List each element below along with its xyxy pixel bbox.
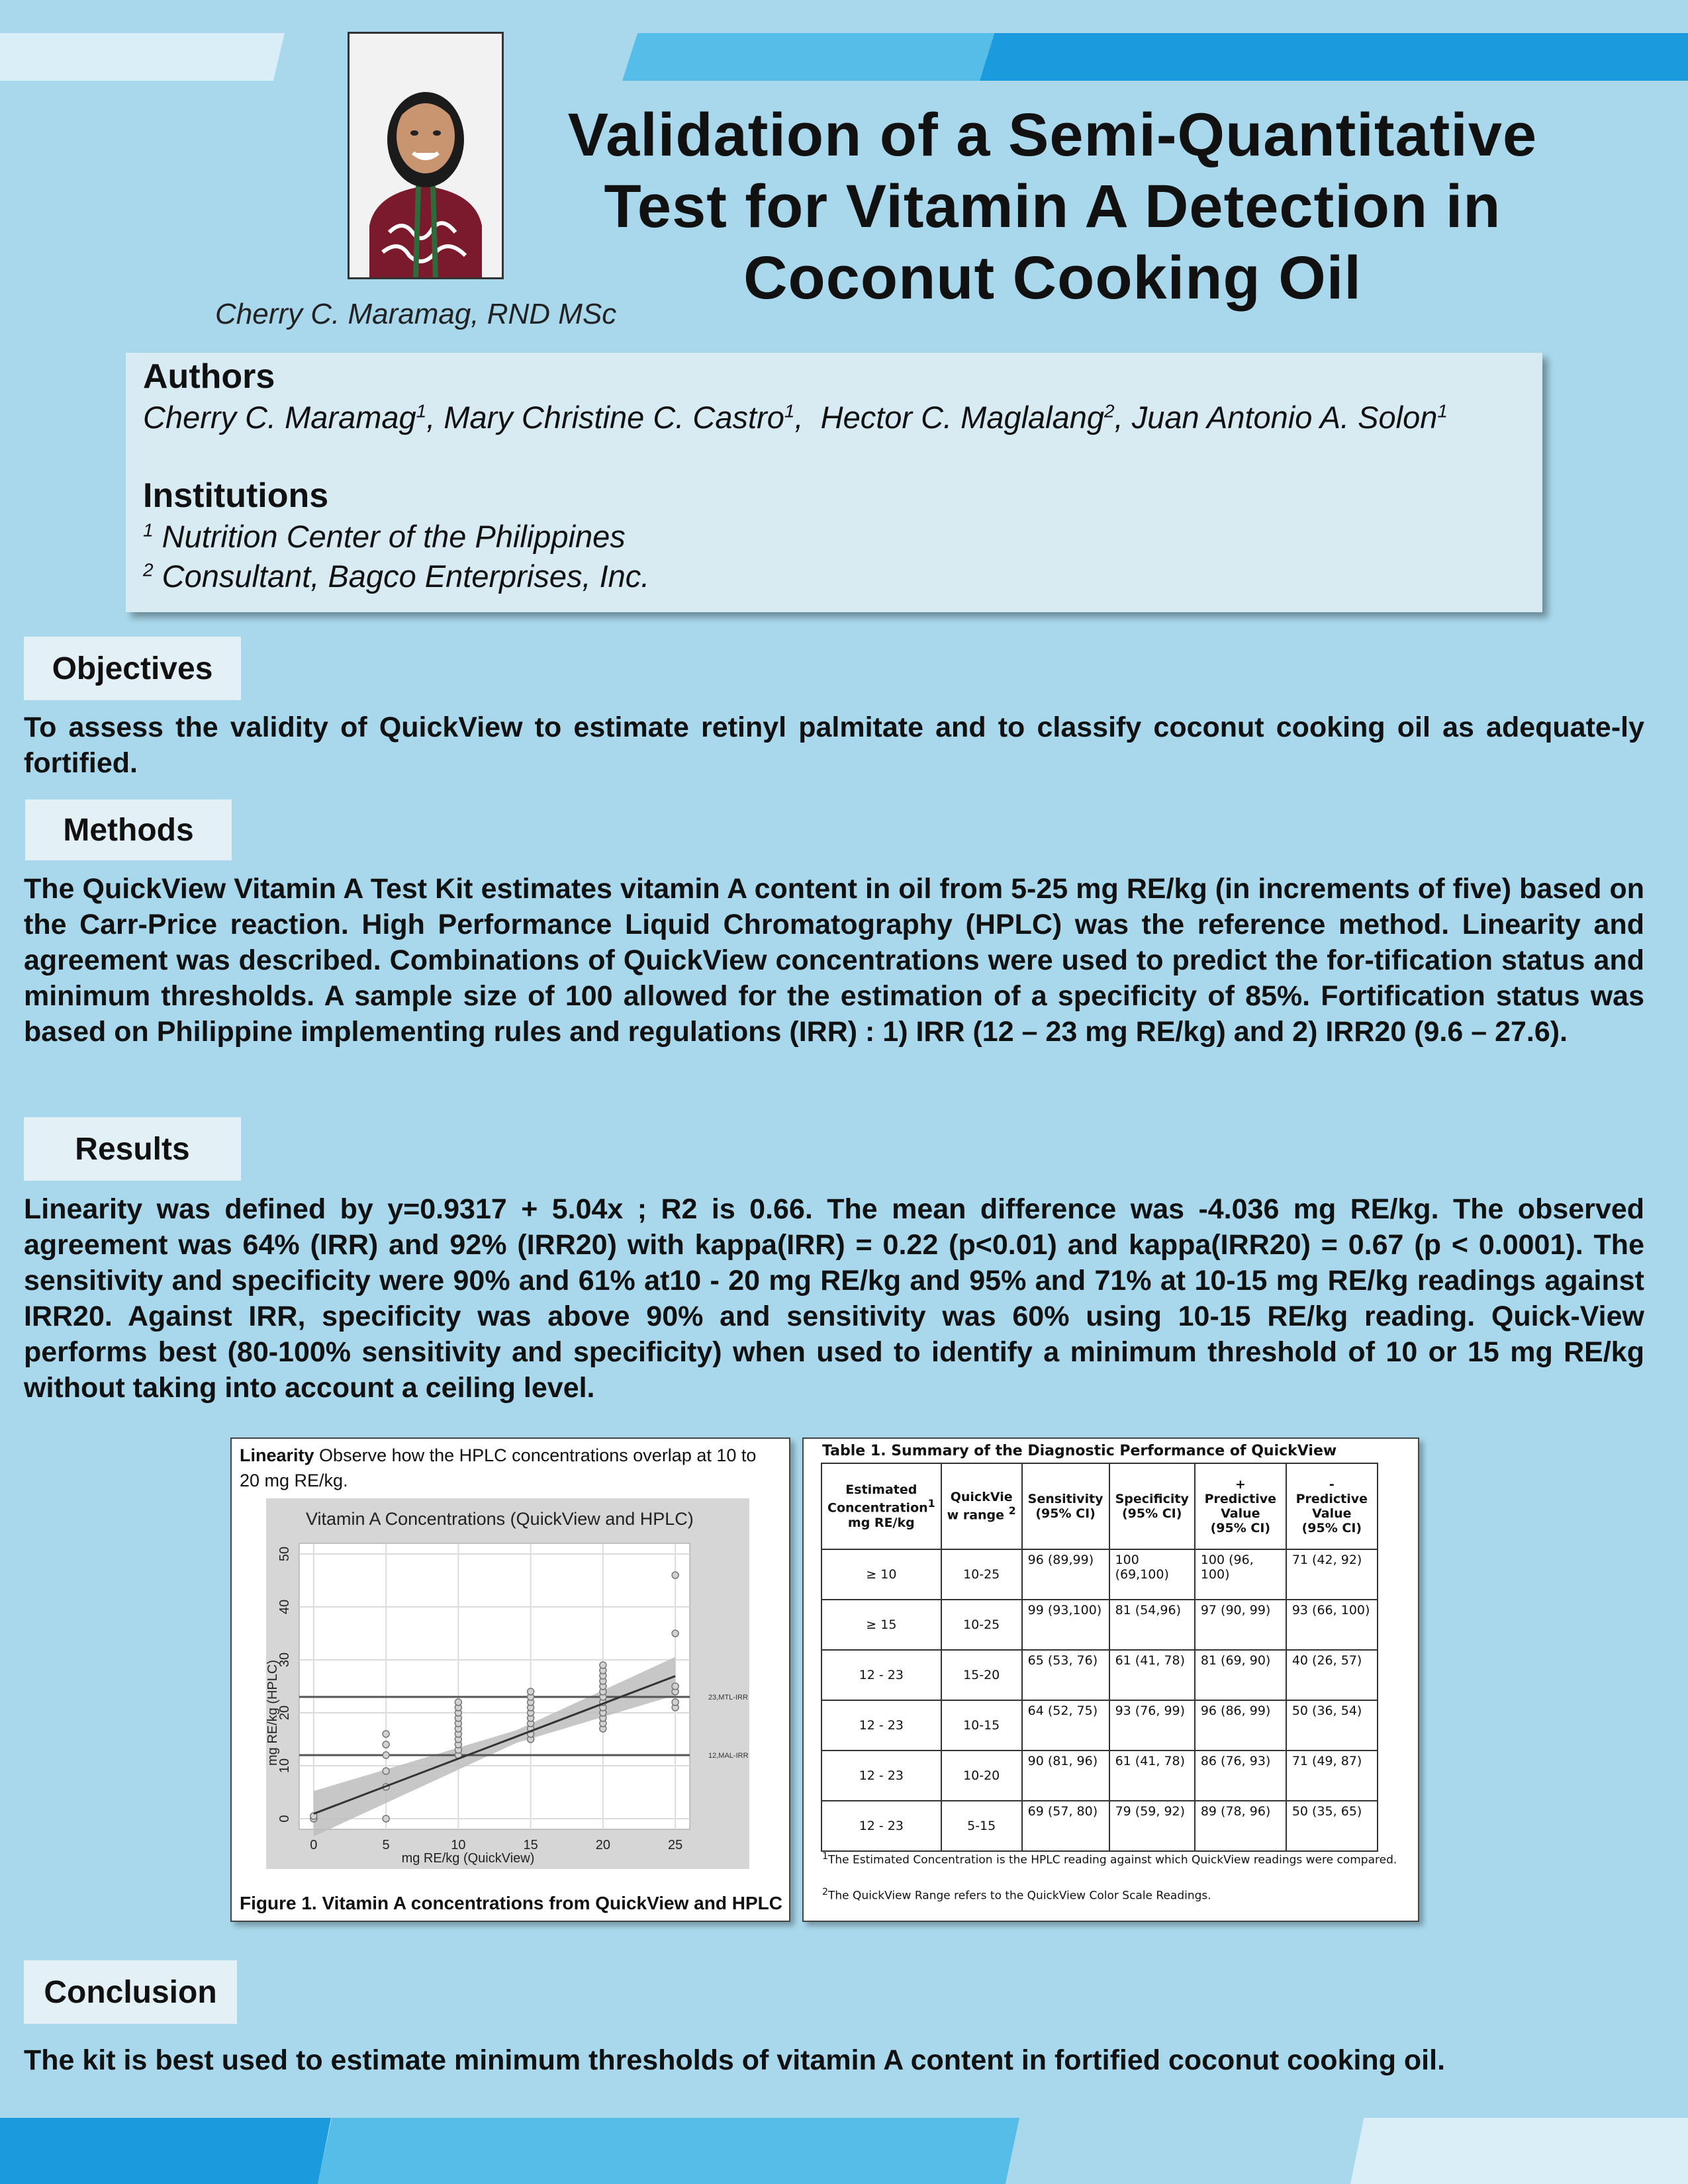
data-point: [672, 1699, 679, 1706]
institution-mark: 2: [143, 559, 154, 580]
decorative-top-band-light: [0, 33, 285, 81]
x-tick-label: 20: [595, 1838, 611, 1852]
table-title: Table 1. Summary of the Diagnostic Performance of QuickView: [822, 1443, 1337, 1459]
y-tick-label: 10: [277, 1758, 292, 1774]
author-name: Cherry C. Maramag: [143, 400, 416, 435]
data-point: [672, 1572, 679, 1578]
table-row: [821, 1549, 1378, 1600]
data-point: [455, 1699, 461, 1706]
x-tick-label: 25: [668, 1838, 683, 1852]
institution-mark: 1: [143, 520, 154, 541]
figure-top-caption: [240, 1443, 769, 1493]
author-name: Mary Christine C. Castro: [444, 400, 784, 435]
figure-panel: [230, 1437, 790, 1922]
x-tick-label: 10: [451, 1838, 466, 1852]
table-row: [821, 1801, 1378, 1851]
decorative-bottom-band-dark: [0, 2118, 331, 2184]
author-affiliation-mark: 1: [784, 400, 795, 422]
table-cell: 97 (90, 99): [1195, 1600, 1286, 1650]
table-cell: 71 (42, 92): [1286, 1549, 1378, 1600]
presenter-name: Cherry C. Maramag, RND MSc: [215, 298, 617, 330]
footnote-text: The Estimated Concentration is the HPLC reading against which QuickView readings were compared.: [828, 1853, 1397, 1867]
institution-name: Nutrition Center of the Philippines: [153, 519, 626, 554]
table-cell: ≥ 10: [821, 1549, 941, 1600]
table-cell: 12 - 23: [821, 1751, 941, 1801]
header-text-continued: mg RE/kg: [847, 1515, 915, 1530]
table-cell: 50 (35, 65): [1286, 1801, 1378, 1851]
table-header-cell: Sensitivity (95% CI): [1022, 1463, 1109, 1549]
table-cell: 86 (76, 93): [1195, 1751, 1286, 1801]
authors-panel: [126, 353, 1542, 612]
poster-title: [516, 99, 1589, 314]
objectives-heading: Objectives: [24, 637, 241, 700]
table-footnote-1: [822, 1848, 1398, 1869]
table-cell: ≥ 15: [821, 1600, 941, 1650]
decorative-bottom-band-light: [1350, 2118, 1688, 2184]
author-separator: ,: [1114, 400, 1132, 435]
data-point: [672, 1630, 679, 1637]
table-cell: 12 - 23: [821, 1801, 941, 1851]
author-name: Hector C. Maglalang: [820, 400, 1105, 435]
x-tick-label: 15: [523, 1838, 538, 1852]
title-line: Coconut Cooking Oil: [743, 244, 1362, 312]
table-cell: 71 (49, 87): [1286, 1751, 1378, 1801]
footnote-mark: 1: [822, 1851, 829, 1862]
data-point: [600, 1662, 606, 1668]
figure-caption-bold: Linearity: [240, 1445, 314, 1465]
author-separator: ,: [794, 400, 821, 435]
decorative-top-band-dark: [980, 33, 1350, 81]
header-footnote-mark: 1: [927, 1497, 935, 1510]
table-cell: 69 (57, 80): [1022, 1801, 1109, 1851]
data-point: [528, 1688, 534, 1695]
x-tick-label: 0: [310, 1838, 318, 1852]
table-row: [821, 1600, 1378, 1650]
y-tick-label: 50: [277, 1546, 292, 1562]
data-point: [383, 1752, 389, 1758]
author-affiliation-mark: 2: [1104, 400, 1115, 422]
table-cell: 93 (76, 99): [1109, 1700, 1195, 1751]
author-affiliation-mark: 1: [1437, 400, 1448, 422]
table-cell: 40 (26, 57): [1286, 1650, 1378, 1700]
reference-line-label: 12,MAL-IRR: [708, 1752, 749, 1760]
table-header-cell: - Predictive Value (95% CI): [1286, 1463, 1378, 1549]
y-tick-label: 20: [277, 1705, 292, 1721]
decorative-top-band-dark-2: [1317, 33, 1688, 81]
x-tick-label: 5: [382, 1838, 390, 1852]
table-cell: 100 (69,100): [1109, 1549, 1195, 1600]
table-row: [821, 1751, 1378, 1801]
table-cell: 61 (41, 78): [1109, 1751, 1195, 1801]
table-cell: 15-20: [941, 1650, 1022, 1700]
table-cell: 90 (81, 96): [1022, 1751, 1109, 1801]
institution-item: [143, 558, 649, 594]
methods-text: The QuickView Vitamin A Test Kit estimates vitamin A content in oil from 5-25 mg RE/kg (in increments of five) based on the Carr-Price reaction. High Performance Liquid Chromatography (HPLC) was the reference method. Linearity and agreement was described. Combinations of QuickView concentrations were used to predict the for-tification status and minimum thresholds. A sample size of 100 allowed for the estimation of a specificity of 85%. Fortification status was based on Philippine implementing rules and regulations (IRR) : 1) IRR (12 – 23 mg RE/kg) and 2) IRR20 (9.6 – 27.6).: [24, 873, 1644, 1048]
table-cell: 81 (54,96): [1109, 1600, 1195, 1650]
table-cell: 89 (78, 96): [1195, 1801, 1286, 1851]
y-tick-label: 30: [277, 1652, 292, 1668]
y-tick-label: 0: [277, 1815, 292, 1823]
diagnostic-table: [821, 1463, 1378, 1852]
table-row: [821, 1700, 1378, 1751]
data-point: [383, 1815, 389, 1822]
table-cell: 99 (93,100): [1022, 1600, 1109, 1650]
authors-heading: Authors: [143, 357, 275, 396]
institution-name: Consultant, Bagco Enterprises, Inc.: [153, 559, 650, 594]
authors-list: [143, 399, 1448, 435]
table-header-cell: [941, 1463, 1022, 1549]
table-cell: 5-15: [941, 1801, 1022, 1851]
author-separator: ,: [426, 400, 444, 435]
y-tick-label: 40: [277, 1599, 292, 1615]
results-text: Linearity was defined by y=0.9317 + 5.04x ; R2 is 0.66. The mean difference was -4.036 mg RE/kg. The observed agreement was 64% (IRR) and 92% (IRR20) with kappa(IRR) = 0.22 (p<0.01) and kappa(IRR20) = 0.67 (p < 0.0001). The sensitivity and specificity were 90% and 61% at10 - 20 mg RE/kg and 95% and 71% at 10-15 mg RE/kg readings against IRR20. Against IRR, specificity was above 90% and sensitivity was 60% using 10-15 RE/kg reading. Quick-View performs best (80-100% sensitivity and specificity) when used to identify a minimum threshold of 10 or 15 mg RE/kg without taking into account a ceiling level.: [24, 1193, 1644, 1404]
data-point: [383, 1768, 389, 1774]
table-cell: 65 (53, 76): [1022, 1650, 1109, 1700]
conclusion-text: The kit is best used to estimate minimum thresholds of vitamin A content in fortified coconut cooking oil.: [24, 2044, 1446, 2076]
author-affiliation-mark: 1: [416, 400, 427, 422]
x-axis-label: mg RE/kg (QuickView): [401, 1851, 535, 1866]
table-cell: 12 - 23: [821, 1650, 941, 1700]
table-cell: 100 (96, 100): [1195, 1549, 1286, 1600]
table-header-row: [821, 1463, 1378, 1549]
presenter-photo: [348, 32, 504, 279]
table-cell: 10-15: [941, 1700, 1022, 1751]
conclusion-heading: Conclusion: [24, 1960, 237, 2024]
institutions-heading: Institutions: [143, 477, 329, 515]
table-header-cell: + Predictive Value (95% CI): [1195, 1463, 1286, 1549]
figure-caption-text: Observe how the HPLC concentrations overlap at 10 to 20 mg RE/kg.: [240, 1445, 757, 1490]
scatter-chart: [240, 1498, 780, 1889]
table-header-cell: [821, 1463, 941, 1549]
table-cell: 50 (36, 54): [1286, 1700, 1378, 1751]
table-cell: 96 (86, 99): [1195, 1700, 1286, 1751]
table-footnote-2: [822, 1884, 1398, 1905]
footnote-text: The QuickView Range refers to the QuickView Color Scale Readings.: [828, 1889, 1211, 1903]
table-cell: 64 (52, 75): [1022, 1700, 1109, 1751]
title-line: Validation of a Semi-Quantitative: [567, 101, 1538, 169]
table-cell: 81 (69, 90): [1195, 1650, 1286, 1700]
chart-title: Vitamin A Concentrations (QuickView and HPLC): [306, 1509, 694, 1529]
header-footnote-mark: 2: [1008, 1504, 1016, 1518]
data-point: [383, 1731, 389, 1737]
table-header-cell: Specificity (95% CI): [1109, 1463, 1195, 1549]
table-panel: [802, 1437, 1419, 1922]
table-cell: 12 - 23: [821, 1700, 941, 1751]
table-cell: 93 (66, 100): [1286, 1600, 1378, 1650]
institution-item: [143, 518, 626, 555]
title-line: Test for Vitamin A Detection in: [604, 173, 1501, 240]
data-point: [383, 1741, 389, 1748]
table-cell: 61 (41, 78): [1109, 1650, 1195, 1700]
data-point: [672, 1683, 679, 1690]
header-text: QuickVie w range: [947, 1490, 1013, 1523]
table-cell: 10-25: [941, 1600, 1022, 1650]
results-heading: Results: [24, 1117, 241, 1181]
objectives-text: To assess the validity of QuickView to estimate retinyl palmitate and to classify coconut cooking oil as adequate-ly fortified.: [24, 711, 1644, 779]
table-cell: 96 (89,99): [1022, 1549, 1109, 1600]
decorative-top-band-mid: [622, 33, 1006, 81]
table-cell: 79 (59, 92): [1109, 1801, 1195, 1851]
author-name: Juan Antonio A. Solon: [1131, 400, 1438, 435]
footnote-mark: 2: [822, 1887, 829, 1897]
table-row: [821, 1650, 1378, 1700]
header-text: Estimated Concentration: [827, 1482, 928, 1516]
methods-heading: Methods: [25, 799, 232, 860]
y-axis-label: mg RE/kg (HPLC): [265, 1659, 280, 1766]
figure-bottom-caption: Figure 1. Vitamin A concentrations from QuickView and HPLC: [240, 1893, 782, 1913]
reference-line-label: 23,MTL-IRR: [708, 1694, 748, 1702]
table-cell: 10-20: [941, 1751, 1022, 1801]
decorative-bottom-band-mid: [318, 2118, 1019, 2184]
table-cell: 10-25: [941, 1549, 1022, 1600]
